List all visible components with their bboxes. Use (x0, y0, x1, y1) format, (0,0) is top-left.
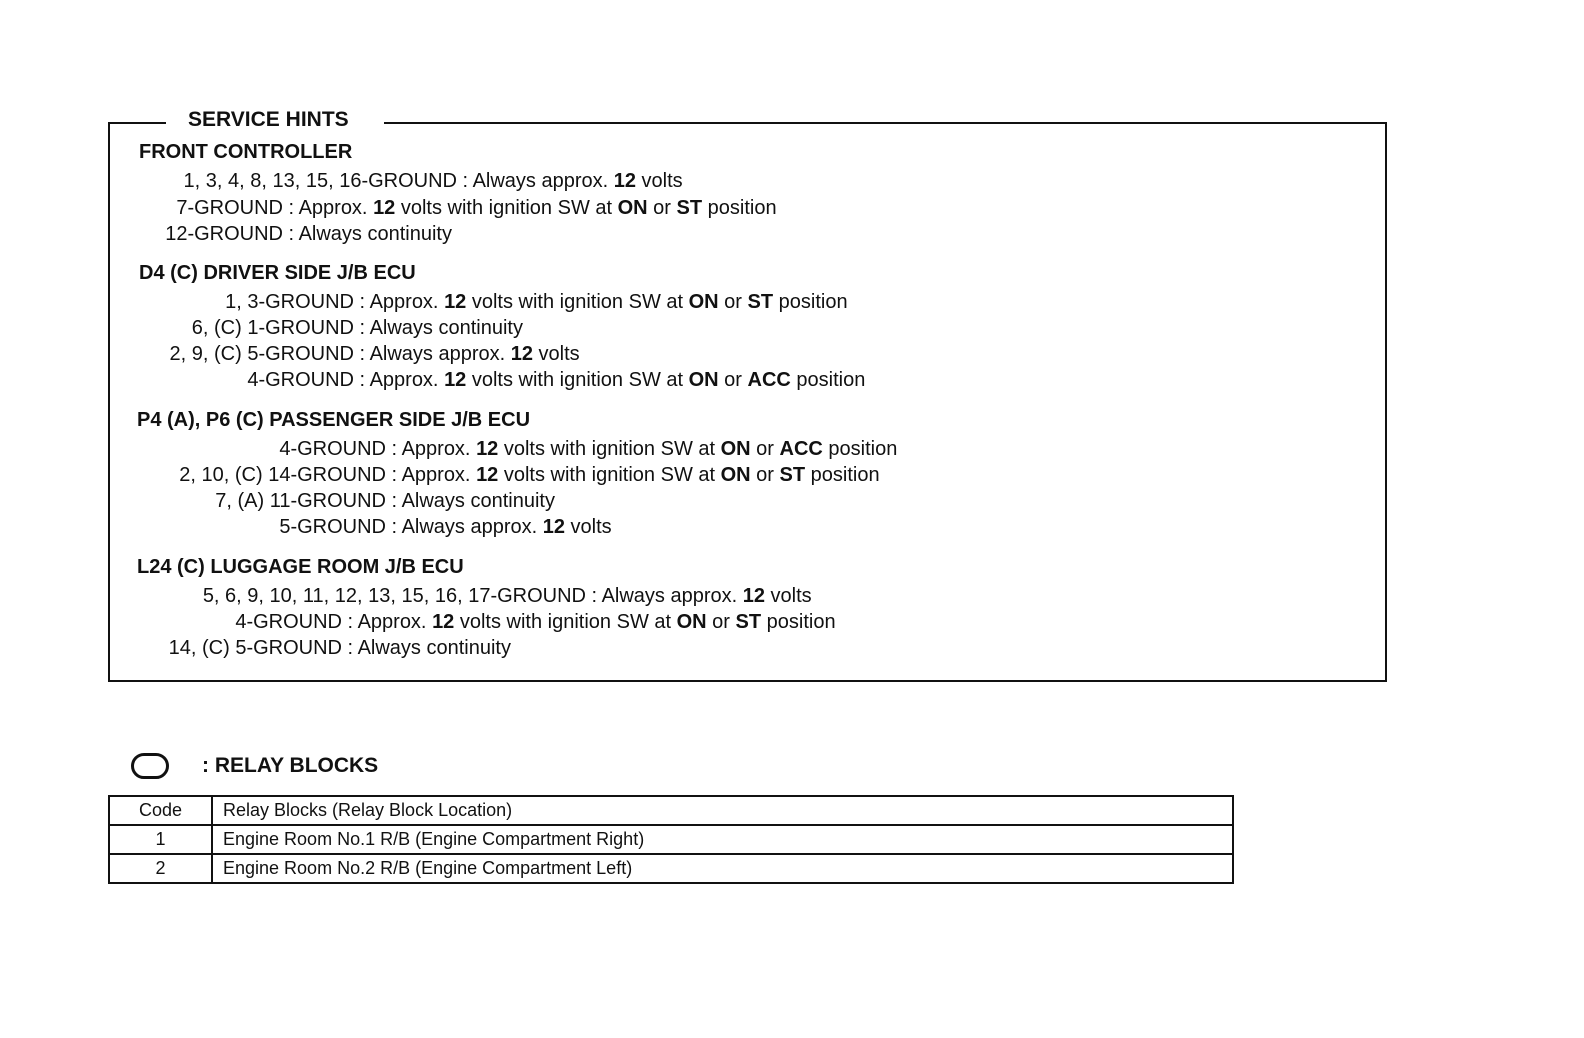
section-title-driver-side-jb-ecu: D4 (C) DRIVER SIDE J/B ECU (139, 262, 416, 284)
hint-line: 7-GROUND : Approx. 12 volts with ignition SW at ON or ST position (176, 197, 777, 219)
hint-line: 14, (C) 5-GROUND : Always continuity (168, 637, 511, 659)
hint-line: 6, (C) 1-GROUND : Always continuity (191, 317, 523, 339)
relay-code-cell: 1 (109, 825, 212, 854)
column-header-location: Relay Blocks (Relay Block Location) (212, 796, 1233, 825)
section-title-front-controller: FRONT CONTROLLER (139, 141, 353, 163)
table-row (109, 825, 1233, 854)
relay-blocks-heading: : RELAY BLOCKS (202, 754, 379, 777)
relay-location-cell: Engine Room No.2 R/B (Engine Compartment Left) (212, 854, 1233, 883)
hint-line: 2, 9, (C) 5-GROUND : Always approx. 12 volts (169, 343, 580, 365)
hint-line: 1, 3, 4, 8, 13, 15, 16-GROUND : Always approx. 12 volts (183, 170, 683, 192)
section-title-passenger-side-jb-ecu: P4 (A), P6 (C) PASSENGER SIDE J/B ECU (137, 409, 531, 431)
relay-blocks-table (108, 795, 1234, 884)
hint-line: 2, 10, (C) 14-GROUND : Approx. 12 volts with ignition SW at ON or ST position (179, 464, 880, 486)
relay-block-symbol-icon (131, 753, 169, 779)
table-row (109, 854, 1233, 883)
hint-line: 4-GROUND : Approx. 12 volts with ignition SW at ON or ST position (235, 611, 836, 633)
service-hints-title: SERVICE HINTS (174, 106, 363, 134)
relay-code-cell: 2 (109, 854, 212, 883)
hint-line: 4-GROUND : Approx. 12 volts with ignition SW at ON or ACC position (279, 438, 898, 460)
relay-location-cell: Engine Room No.1 R/B (Engine Compartment Right) (212, 825, 1233, 854)
hint-line: 7, (A) 11-GROUND : Always continuity (215, 490, 555, 512)
table-header-row (109, 796, 1233, 825)
hint-line: 4-GROUND : Approx. 12 volts with ignition SW at ON or ACC position (247, 369, 866, 391)
hint-line: 12-GROUND : Always continuity (165, 223, 452, 245)
hint-line: 5, 6, 9, 10, 11, 12, 13, 15, 16, 17-GROUND : Always approx. 12 volts (202, 585, 812, 607)
column-header-code: Code (109, 796, 212, 825)
hint-line: 5-GROUND : Always approx. 12 volts (279, 516, 612, 538)
section-title-luggage-room-jb-ecu: L24 (C) LUGGAGE ROOM J/B ECU (137, 556, 464, 578)
hint-line: 1, 3-GROUND : Approx. 12 volts with ignition SW at ON or ST position (225, 291, 848, 313)
